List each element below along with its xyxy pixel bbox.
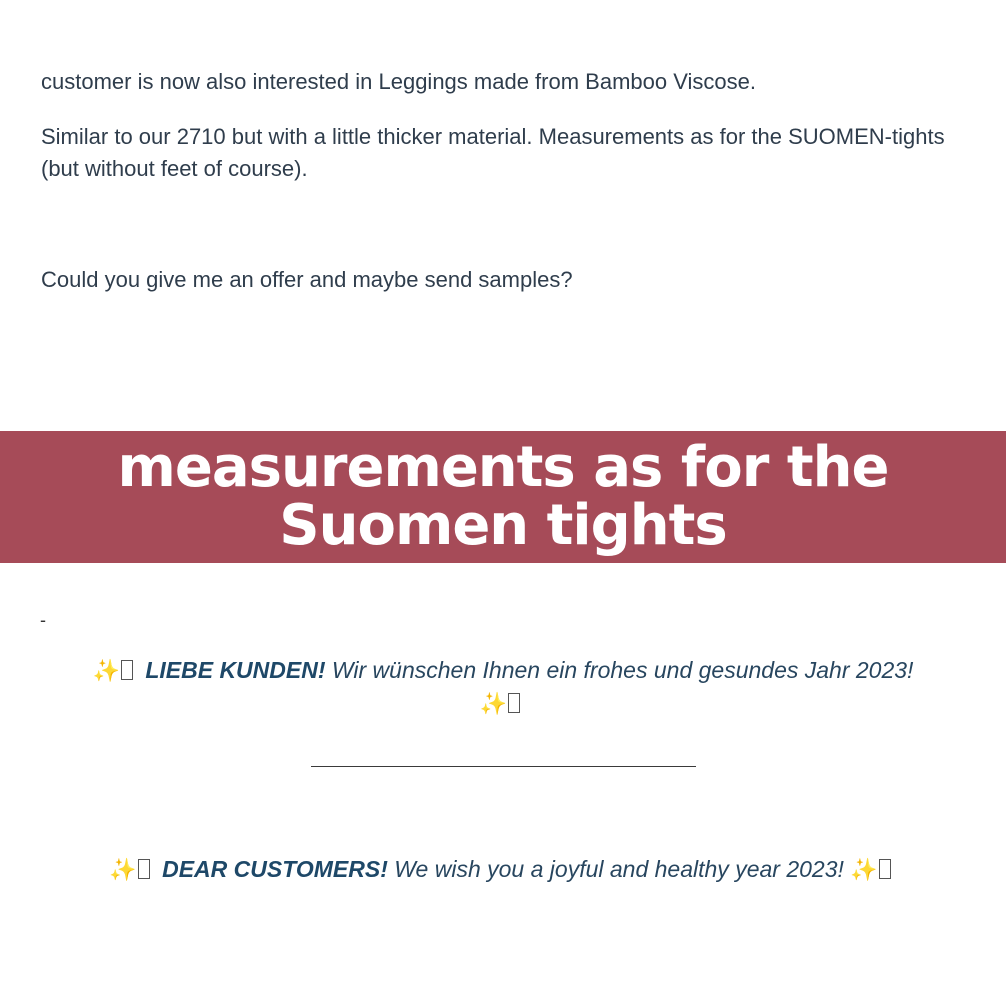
missing-glyph-icon bbox=[508, 693, 520, 713]
missing-glyph-icon bbox=[121, 660, 133, 680]
sparkles-icon: ✨ bbox=[850, 857, 878, 882]
caption-banner bbox=[0, 431, 1006, 563]
greeting-english-text: We wish you a joyful and healthy year 2023! bbox=[394, 856, 844, 882]
greeting-german-bold: LIEBE KUNDEN! bbox=[145, 657, 326, 683]
caption-text: measurements as for the Suomen tights bbox=[117, 435, 889, 558]
greeting-german bbox=[0, 654, 1006, 720]
email-paragraph-1: customer is now also interested in Leggings made from Bamboo Viscose. bbox=[41, 69, 756, 94]
signature-divider bbox=[311, 766, 696, 767]
sparkles-icon: ✨ bbox=[479, 691, 508, 716]
greeting-german-text: Wir wünschen Ihnen ein frohes und gesundes Jahr 2023! bbox=[331, 657, 914, 683]
greeting-english bbox=[0, 853, 1006, 886]
missing-glyph-icon bbox=[138, 859, 150, 879]
email-paragraph-2: Similar to our 2710 but with a little thicker material. Measurements as for the SUOMEN-tights (but without feet of course). bbox=[41, 124, 945, 181]
sparkles-icon: ✨ bbox=[92, 658, 120, 683]
sparkles-icon: ✨ bbox=[109, 857, 137, 882]
email-paragraph-3: Could you give me an offer and maybe send samples? bbox=[41, 267, 573, 292]
missing-glyph-icon bbox=[879, 859, 891, 879]
separator-dash: - bbox=[40, 610, 46, 630]
greeting-english-bold: DEAR CUSTOMERS! bbox=[162, 856, 388, 882]
